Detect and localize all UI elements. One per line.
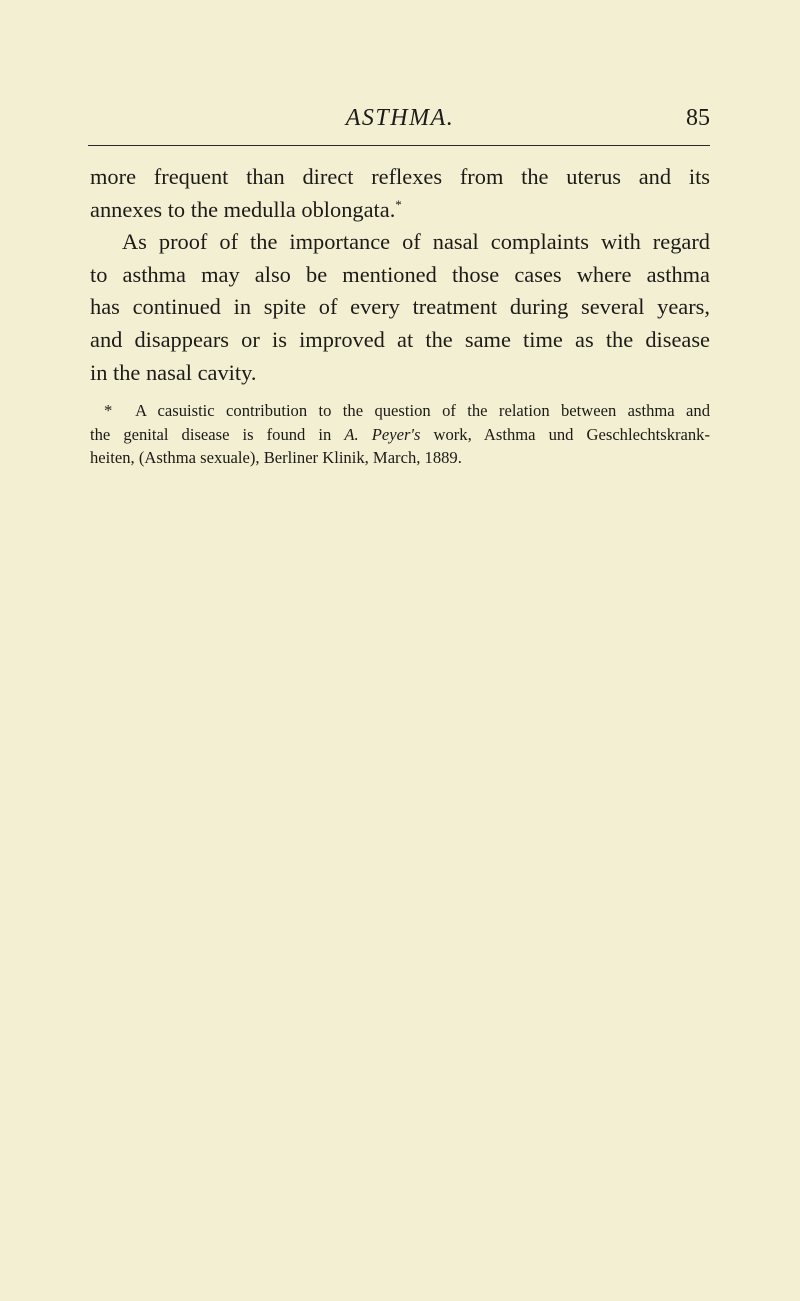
main-text	[90, 161, 710, 389]
text-line: to asthma may also be mentioned those cases where asthma	[90, 261, 710, 287]
footnote-line	[90, 399, 710, 423]
header-rule	[88, 145, 710, 146]
footnote-text: the genital disease is found in	[90, 424, 345, 444]
paragraph-1	[90, 161, 710, 226]
text-line: has continued in spite of every treatment during several years,	[90, 294, 710, 320]
text-line: more frequent than direct reflexes from the uterus and its	[90, 164, 710, 189]
page-header	[90, 105, 710, 141]
footnote-line	[90, 423, 710, 447]
text-line: As proof of the importance of nasal complaints with regard	[122, 229, 710, 255]
page-number: 85	[686, 105, 710, 131]
running-title: ASTHMA.	[345, 105, 455, 131]
footnote-line: heiten, (Asthma sexuale), Berliner Klinik, March, 1889.	[90, 448, 462, 467]
paragraph-2	[90, 226, 710, 389]
text-line: and disappears or is improved at the same time as the disease	[90, 326, 710, 352]
footnote-text: work, Asthma und Geschlechtskrank-	[420, 424, 710, 444]
footnote-marker: *	[395, 196, 402, 212]
footnote-marker: *	[104, 401, 113, 420]
footnote	[90, 399, 710, 470]
text-line	[90, 194, 710, 227]
footnote-author: A. Peyer's	[344, 424, 421, 444]
text-line: in the nasal cavity.	[90, 359, 257, 385]
footnote-text: A casuistic contribution to the question of the relation between asthma and	[135, 401, 710, 420]
text-line-content: annexes to the medulla oblongata.	[90, 196, 396, 222]
